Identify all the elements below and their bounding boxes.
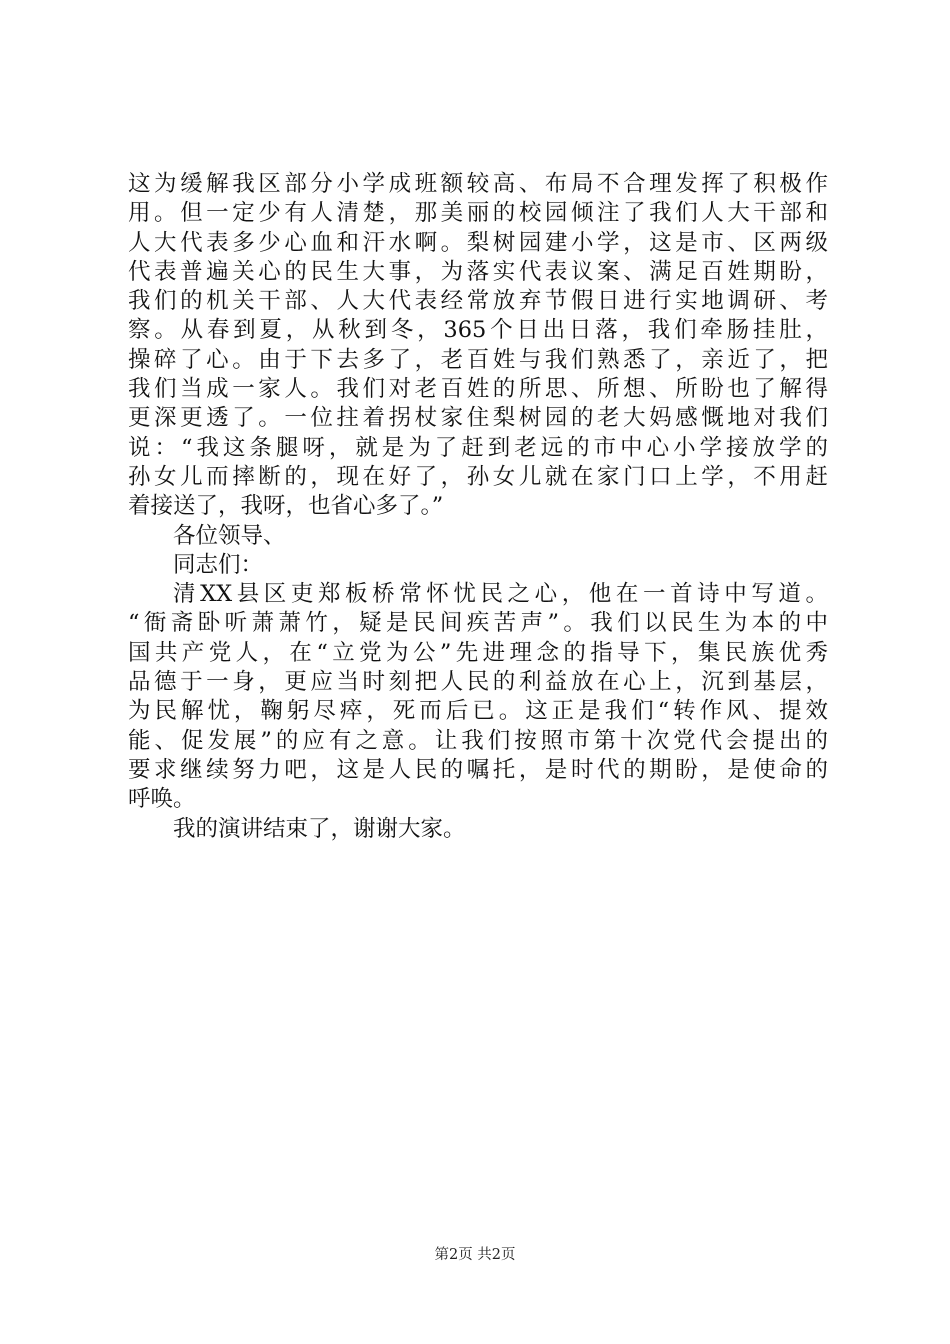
text-line: 说：“我这条腿呀，就是为了赶到老远的市中心小学接放学的 (128, 434, 828, 461)
text-line: 察。从春到夏，从秋到冬，365个日出日落，我们牵肠挂肚， (128, 317, 828, 344)
text-line: 人大代表多少心血和汗水啊。梨树园建小学，这是市、区两级 (128, 229, 828, 256)
text-line: 为民解忧，鞠躬尽瘁，死而后已。这正是我们“转作风、提效 (128, 698, 828, 725)
text-line: 要求继续努力吧，这是人民的嘱托，是时代的期盼，是使命的 (128, 756, 828, 783)
paragraph-zheng-banqiao (128, 580, 828, 814)
salutation-leaders: 各位领导、 (173, 522, 286, 549)
paragraph-community-school (128, 170, 828, 522)
text-line: 我们当成一家人。我们对老百姓的所思、所想、所盼也了解得 (128, 376, 828, 403)
text-line: 用。但一定少有人清楚，那美丽的校园倾注了我们人大干部和 (128, 200, 828, 227)
text-line: 清XX县区吏郑板桥常怀忧民之心，他在一首诗中写道。 (173, 581, 828, 608)
salutation-comrades: 同志们： (173, 551, 264, 578)
page-footer: 第2页 共2页 (434, 1247, 516, 1263)
text-line: 代表普遍关心的民生大事，为落实代表议案、满足百姓期盼， (128, 258, 828, 285)
text-line: 着接送了，我呀，也省心多了。” (128, 493, 444, 520)
closing-remark: 我的演讲结束了，谢谢大家。 (173, 815, 466, 842)
text-line: 操碎了心。由于下去多了，老百姓与我们熟悉了，亲近了，把 (128, 346, 828, 373)
text-line: 国共产党人，在“立党为公”先进理念的指导下，集民族优秀 (128, 639, 828, 666)
text-line: 这为缓解我区部分小学成班额较高、布局不合理发挥了积极作 (128, 171, 828, 197)
salutation (128, 522, 828, 581)
text-line: 我们的机关干部、人大代表经常放弃节假日进行实地调研、考 (128, 288, 828, 315)
text-line: 呼唤。 (128, 786, 196, 813)
text-line: 孙女儿而摔断的，现在好了，孙女儿就在家门口上学，不用赶 (128, 463, 828, 490)
text-line: 品德于一身，更应当时刻把人民的利益放在心上，沉到基层， (128, 669, 828, 696)
text-line: 更深更透了。一位拄着拐杖家住梨树园的老大妈感慨地对我们 (128, 405, 828, 432)
text-line: “衙斋卧听萧萧竹，疑是民间疾苦声”。我们以民生为本的中 (128, 610, 828, 637)
speech-body (128, 170, 828, 844)
text-line: 能、促发展”的应有之意。让我们按照市第十次党代会提出的 (128, 727, 828, 754)
